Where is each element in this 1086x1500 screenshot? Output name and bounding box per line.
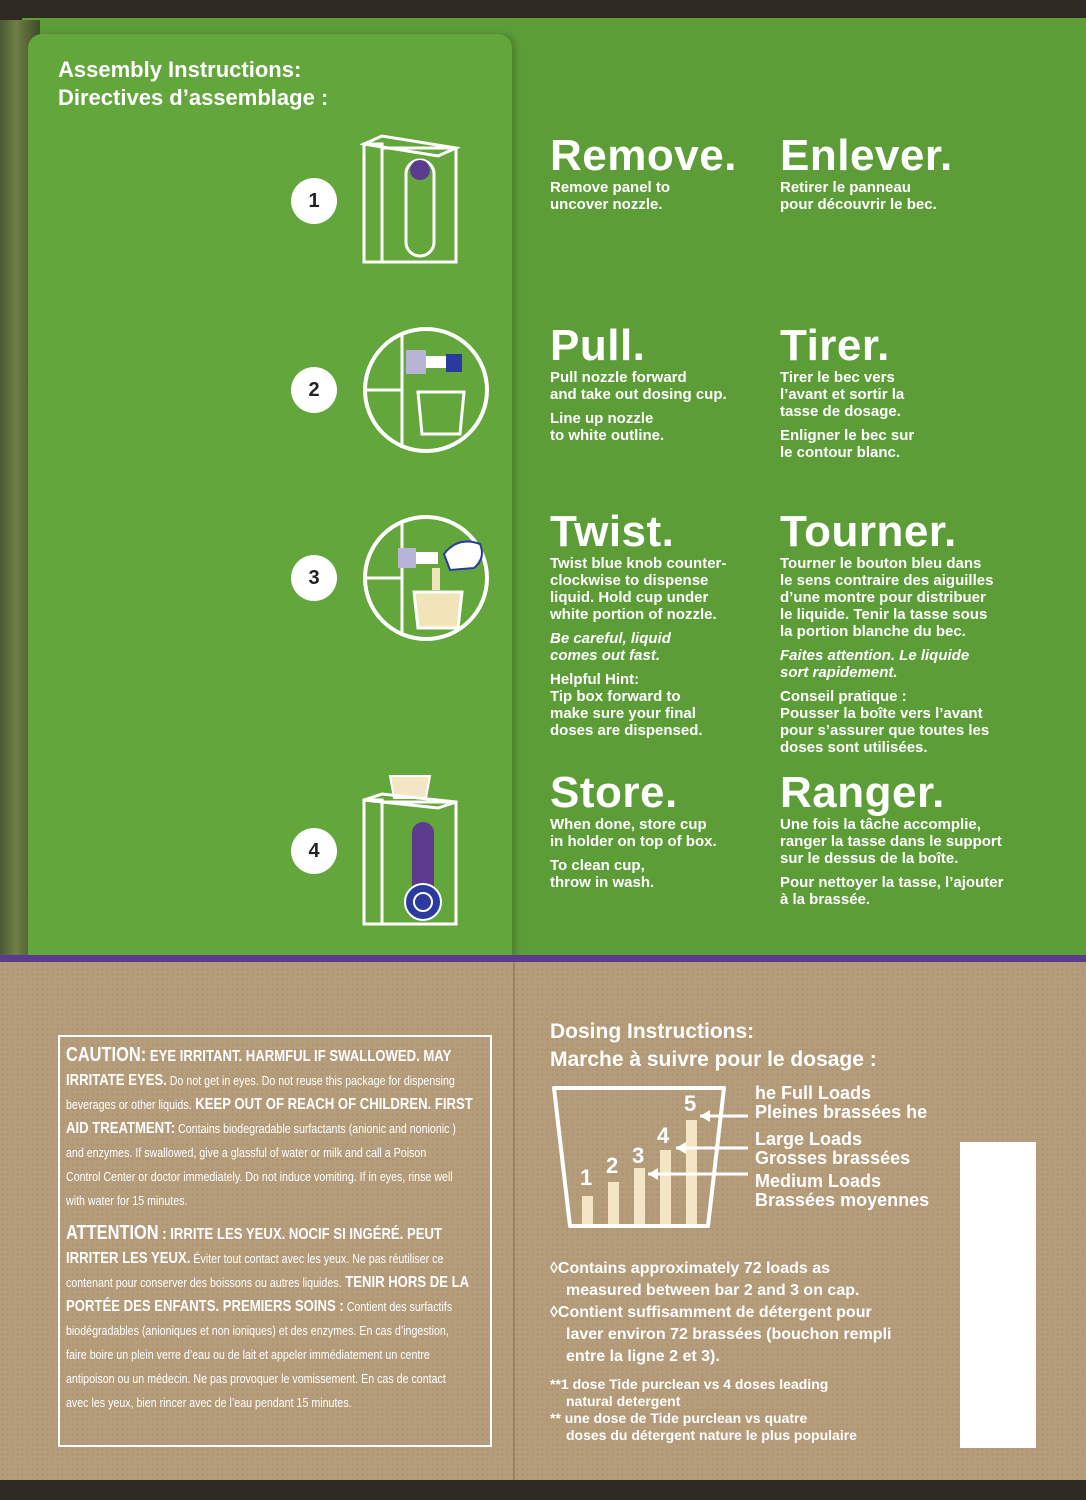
step-2-badge: 2 — [291, 367, 337, 413]
comparison-line: natural detergent — [566, 1393, 681, 1409]
conseil-text-line: pour s’assurer que toutes les — [780, 722, 990, 739]
hint-text-line: make sure your final — [550, 705, 696, 722]
pull-text-line: Line up nozzle — [550, 410, 654, 427]
bar-number-4: 4 — [657, 1123, 670, 1148]
hint-text-line: doses are dispensed. — [550, 722, 703, 739]
dose-bar-3 — [634, 1168, 645, 1224]
attention-line: biodégradables (anioniques et non ioniques) et des enzymes. En cas d’ingestion, — [66, 1323, 449, 1338]
medium-loads-fr: Brassées moyennes — [755, 1190, 930, 1210]
twist-heading: Twist. — [550, 507, 675, 556]
bar-number-5: 5 — [684, 1091, 697, 1116]
caution-text: KEEP OUT OF REACH OF CHILDREN. FIRST — [191, 1096, 473, 1113]
tourner-text-line: Tourner le bouton bleu dans — [780, 555, 982, 572]
pull-fr — [780, 323, 1040, 461]
tirer-text-line: l’avant et sortir la — [780, 386, 905, 403]
attention-line — [66, 1221, 492, 1247]
attention-line — [66, 1271, 492, 1295]
enlever-text-line: Retirer le panneau — [780, 179, 911, 196]
twist-caution-line: Be careful, liquid — [550, 630, 671, 647]
dose-bar-1 — [582, 1196, 593, 1224]
attention-text: Contient des surfactifs — [343, 1299, 453, 1314]
tourner-text-line: d’une montre pour distribuer — [780, 589, 986, 606]
dosing-title-en: Dosing Instructions: — [550, 1020, 755, 1043]
comparison-line: doses du détergent nature le plus populaire — [566, 1427, 857, 1443]
tourner-text-line: la portion blanche du bec. — [780, 623, 966, 640]
full-loads-label — [755, 1084, 927, 1122]
large-loads-fr: Grosses brassées — [755, 1148, 911, 1168]
twist-dispense-icon — [362, 514, 492, 642]
dose-comparison-note — [550, 1376, 950, 1444]
store-heading: Store. — [550, 768, 678, 817]
medium-loads-en: Medium Loads — [755, 1171, 882, 1191]
pull-text-line: to white outline. — [550, 427, 665, 444]
caution-line — [66, 1043, 492, 1069]
pull-nozzle-icon — [362, 326, 492, 454]
twist-text-line: white portion of nozzle. — [550, 606, 717, 623]
large-loads-label — [755, 1130, 910, 1168]
tourner-caution-line: sort rapidement. — [780, 664, 898, 681]
dose-bar-5 — [686, 1120, 697, 1224]
tirer-text-line: le contour blanc. — [780, 444, 901, 461]
bar-number-2: 2 — [606, 1153, 619, 1178]
twist-text-line: liquid. Hold cup under — [550, 589, 709, 606]
remove-en — [550, 133, 770, 213]
tourner-caution-line: Faites attention. Le liquide — [780, 647, 970, 664]
dosing-title-fr: Marche à suivre pour le dosage : — [550, 1048, 877, 1071]
ranger-text-line: Une fois la tâche accomplie, — [780, 816, 981, 833]
step-3-badge: 3 — [291, 555, 337, 601]
caution-text: EYE IRRITANT. HARMFUL IF SWALLOWED. MAY — [146, 1048, 452, 1065]
dose-bar-2 — [608, 1182, 619, 1224]
ranger-text-line: Pour nettoyer la tasse, l’ajouter — [780, 874, 1004, 891]
store-text-line: in holder on top of box. — [550, 833, 717, 850]
remove-fr — [780, 133, 1040, 213]
twist-text-line: clockwise to dispense — [550, 572, 709, 589]
ranger-heading: Ranger. — [780, 768, 945, 817]
pull-text-line: and take out dosing cup. — [550, 386, 727, 403]
tirer-text-line: Enligner le bec sur — [780, 427, 915, 444]
store-cup-icon — [360, 772, 460, 928]
caution-text: Contains biodegradable surfactants (anionic and nonionic ) — [175, 1121, 456, 1136]
caution-text: AID TREATMENT: — [66, 1120, 176, 1137]
caution-label: CAUTION: — [66, 1044, 147, 1066]
loads-note — [550, 1258, 950, 1368]
attention-line — [66, 1247, 492, 1271]
tirer-text-line: tasse de dosage. — [780, 403, 901, 420]
caution-line: with water for 15 minutes. — [66, 1193, 188, 1208]
loads-note-line: laver environ 72 brassées (bouchon rempli — [566, 1326, 892, 1343]
box-bottom-edge — [0, 1480, 1086, 1500]
loads-note-line: measured between bar 2 and 3 on cap. — [566, 1282, 860, 1299]
ranger-text-line: ranger la tasse dans le support — [780, 833, 1002, 850]
caution-text: IRRITATE EYES. — [66, 1072, 167, 1089]
caution-line — [66, 1069, 492, 1093]
conseil-pratique-label: Conseil pratique : — [780, 688, 907, 705]
assembly-title-fr: Directives d’assemblage : — [58, 85, 329, 110]
caution-line — [66, 1093, 492, 1117]
bar-number-3: 3 — [632, 1143, 645, 1168]
twist-en — [550, 509, 770, 739]
pull-heading: Pull. — [550, 321, 646, 370]
enlever-text-line: pour découvrir le bec. — [780, 196, 937, 213]
kraft-fold-line — [513, 962, 515, 1482]
hint-text-line: Tip box forward to — [550, 688, 681, 705]
caution-line: Control Center or doctor immediately. Do not induce vomiting. If in eyes, rinse well — [66, 1169, 453, 1184]
attention-text: IRRITER LES YEUX. — [66, 1250, 191, 1267]
attention-text: contenant pour conserver des boissons ou autres liquides. — [66, 1275, 342, 1290]
tourner-text-line: le liquide. Tenir la tasse sous — [780, 606, 988, 623]
comparison-line: **1 dose Tide purclean vs 4 doses leading — [550, 1376, 829, 1392]
attention-line — [66, 1295, 492, 1319]
caution-text: beverages or other liquids. — [66, 1097, 192, 1112]
attention-text: : IRRITE LES YEUX. NOCIF SI INGÉRÉ. PEUT — [158, 1226, 442, 1243]
white-label-area — [960, 1142, 1036, 1448]
helpful-hint-label: Helpful Hint: — [550, 671, 640, 688]
caution-line — [66, 1117, 492, 1141]
dosing-title — [550, 1018, 877, 1074]
conseil-text-line: Pousser la boîte vers l’avant — [780, 705, 983, 722]
loads-note-line: entre la ligne 2 et 3). — [566, 1348, 720, 1365]
caution-text: Do not get in eyes. Do not reuse this package for dispensing — [166, 1073, 455, 1088]
attention-line: avec les yeux, bien rincer avec de l’eau pendant 15 minutes. — [66, 1395, 352, 1410]
medium-loads-label — [755, 1172, 929, 1210]
pull-text-line: Pull nozzle forward — [550, 369, 687, 386]
large-loads-en: Large Loads — [755, 1129, 863, 1149]
dose-bar-4 — [660, 1150, 671, 1224]
step-1-badge: 1 — [291, 178, 337, 224]
pull-en — [550, 323, 770, 444]
attention-text: PORTÉE DES ENFANTS. PREMIERS SOINS : — [66, 1298, 344, 1315]
attention-line: faire boire un plein verre d’eau ou de lait et appeler immédiatement un centre — [66, 1347, 430, 1362]
attention-text: Éviter tout contact avec les yeux. Ne pas réutiliser ce — [190, 1251, 444, 1266]
twist-caution-line: comes out fast. — [550, 647, 661, 664]
step-4-badge: 4 — [291, 828, 337, 874]
caution-line: and enzymes. If swallowed, give a glassful of water or milk and call a Poison — [66, 1145, 427, 1160]
store-fr — [780, 770, 1050, 908]
tourner-text-line: le sens contraire des aiguilles — [780, 572, 994, 589]
tirer-text-line: Tirer le bec vers — [780, 369, 895, 386]
remove-text-line: Remove panel to — [550, 179, 671, 196]
full-loads-fr: Pleines brassées he — [755, 1102, 928, 1122]
remove-text-line: uncover nozzle. — [550, 196, 663, 213]
tourner-heading: Tourner. — [780, 507, 957, 556]
store-text-line: When done, store cup — [550, 816, 707, 833]
assembly-title — [58, 56, 328, 112]
remove-heading: Remove. — [550, 131, 737, 180]
tirer-heading: Tirer. — [780, 321, 890, 370]
conseil-text-line: doses sont utilisées. — [780, 739, 928, 756]
attention-label: ATTENTION — [66, 1222, 159, 1244]
assembly-title-en: Assembly Instructions: — [58, 57, 302, 82]
twist-fr — [780, 509, 1050, 756]
ranger-text-line: à la brassée. — [780, 891, 871, 908]
store-en — [550, 770, 770, 891]
comparison-line: ** une dose de Tide purclean vs quatre — [550, 1410, 808, 1426]
enlever-heading: Enlever. — [780, 131, 953, 180]
attention-text: TENIR HORS DE LA — [341, 1274, 470, 1291]
loads-note-line: ◊Contient suffisamment de détergent pour — [550, 1304, 872, 1321]
purple-stripe — [0, 955, 1086, 962]
attention-line: antipoison ou un médecin. Ne pas provoquer le vomissement. En cas de contact — [66, 1371, 446, 1386]
bar-number-1: 1 — [580, 1165, 593, 1190]
caution-warning-box — [58, 1035, 492, 1447]
full-loads-en: he Full Loads — [755, 1083, 872, 1103]
ranger-text-line: sur le dessus de la boîte. — [780, 850, 959, 867]
twist-text-line: Twist blue knob counter- — [550, 555, 727, 572]
box-panel-icon — [360, 134, 460, 266]
store-text-line: To clean cup, — [550, 857, 645, 874]
store-text-line: throw in wash. — [550, 874, 655, 891]
loads-note-line: ◊Contains approximately 72 loads as — [550, 1260, 830, 1277]
